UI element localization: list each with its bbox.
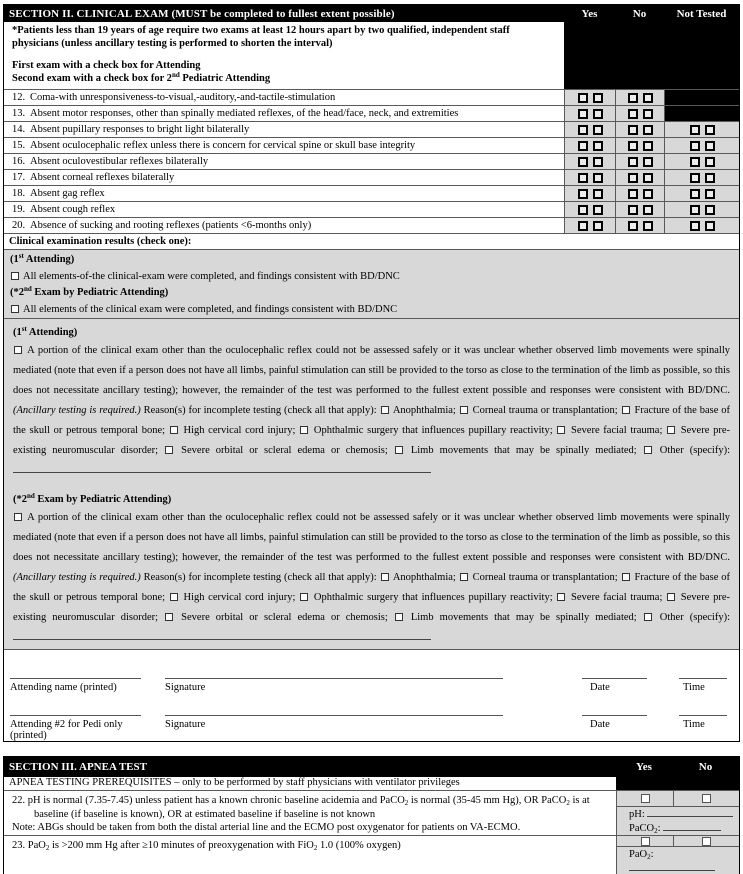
yes-cell <box>564 90 615 105</box>
no-cell <box>615 106 664 121</box>
first-attending-result-option: All elements-of-the clinical-exam were completed, and findings consistent with BD/DNC <box>10 269 733 286</box>
intro-paragraph-2: First exam with a check box for Attending <box>12 60 201 71</box>
date2-line[interactable] <box>582 706 647 716</box>
attending2-name-line[interactable] <box>10 706 141 716</box>
not-tested-cell <box>664 186 739 201</box>
section-2-clinical-exam <box>3 4 740 742</box>
nt-exam1-checkbox[interactable] <box>690 157 700 167</box>
yes-cell <box>564 170 615 185</box>
no-cell <box>615 202 664 217</box>
yes-cell <box>564 202 615 217</box>
checkbox[interactable] <box>460 573 468 581</box>
paco2-value-field: PaCO$_2$: <box>629 822 739 836</box>
checkbox[interactable] <box>170 426 178 434</box>
question-text: Coma-with unresponsiveness-to-visual,-auditory,-and-tactile-stimulation <box>30 92 336 103</box>
yes-exam1-checkbox[interactable] <box>578 109 588 119</box>
question-23-answer-column <box>616 836 739 874</box>
checkbox[interactable] <box>557 426 565 434</box>
no-checkbox[interactable] <box>702 837 711 846</box>
yes-exam1-checkbox[interactable] <box>578 205 588 215</box>
exam-row-13 <box>4 105 739 121</box>
question-23-checkbox-row <box>617 836 739 846</box>
question-text: Absent oculovestibular reflexes bilaterally <box>30 156 209 167</box>
yes-checkbox[interactable] <box>641 794 650 803</box>
column-header-no: No <box>632 7 647 20</box>
pao2-value-field: PaO$_2$: <box>629 848 739 874</box>
no-cell <box>615 154 664 169</box>
yes-exam1-checkbox[interactable] <box>578 93 588 103</box>
section-3-header <box>4 757 739 777</box>
question-number: 16. <box>12 156 26 167</box>
question-text: Absent oculocephalic reflex unless there is concern for cervical spine or skull base integrity <box>30 140 416 151</box>
no-exam1-checkbox[interactable] <box>628 221 638 231</box>
checkbox[interactable] <box>644 613 652 621</box>
column-header-no: No <box>698 761 713 773</box>
yes-exam2-checkbox[interactable] <box>593 125 603 135</box>
no-cell <box>615 122 664 137</box>
question-22-text-cell <box>4 791 616 835</box>
apnea-prerequisites-text: APNEA TESTING PREREQUISITES – only to be performed by staff physicians with ventilator privileges <box>4 777 616 790</box>
signature2-label: Signature <box>165 719 206 730</box>
yes-exam2-checkbox[interactable] <box>593 141 603 151</box>
question-text: Absence of sucking and rooting reflexes (patients <6-months only) <box>30 220 312 231</box>
no-cell <box>615 186 664 201</box>
no-cell <box>615 90 664 105</box>
signature2-line[interactable] <box>165 706 503 716</box>
checkbox[interactable] <box>165 446 173 454</box>
no-exam2-checkbox[interactable] <box>643 221 653 231</box>
yes-checkbox[interactable] <box>641 837 650 846</box>
no-exam1-checkbox[interactable] <box>628 205 638 215</box>
date2-label: Date <box>590 719 610 730</box>
checkbox[interactable] <box>395 446 403 454</box>
yes-exam2-checkbox[interactable] <box>593 173 603 183</box>
not-tested-cell <box>664 138 739 153</box>
checkbox[interactable] <box>14 346 22 354</box>
not-tested-cell <box>664 202 739 217</box>
no-exam1-checkbox[interactable] <box>628 93 638 103</box>
no-exam2-checkbox[interactable] <box>643 109 653 119</box>
blank-field[interactable] <box>13 470 431 473</box>
no-exam1-checkbox[interactable] <box>628 125 638 135</box>
paragraph-gap <box>13 481 730 491</box>
blank-field[interactable] <box>647 814 733 817</box>
no-checkbox[interactable] <box>702 794 711 803</box>
yes-cell <box>564 186 615 201</box>
ph-value-field: pH: <box>629 808 739 822</box>
yes-exam1-checkbox[interactable] <box>578 189 588 199</box>
nt-exam1-checkbox[interactable] <box>690 205 700 215</box>
yes-exam2-checkbox[interactable] <box>593 221 603 231</box>
nt-exam1-checkbox[interactable] <box>690 189 700 199</box>
date1-line[interactable] <box>582 669 647 679</box>
intro-black-fill <box>564 22 739 89</box>
checkbox[interactable] <box>395 613 403 621</box>
prereq-black-fill <box>616 777 739 790</box>
nt-exam2-checkbox[interactable] <box>705 173 715 183</box>
section-2-header <box>4 5 739 22</box>
not-tested-cell <box>664 218 739 233</box>
results-section-header: Clinical examination results (check one): <box>4 233 739 249</box>
yes-exam2-checkbox[interactable] <box>593 93 603 103</box>
not-tested-cell <box>664 170 739 185</box>
time1-field <box>679 669 727 693</box>
question-number: 19. <box>12 204 26 215</box>
apnea-prerequisites-row <box>4 777 739 790</box>
checkbox[interactable] <box>381 573 389 581</box>
nt-exam2-checkbox[interactable] <box>705 141 715 151</box>
column-header-yes: Yes <box>581 7 598 20</box>
no-cell <box>615 138 664 153</box>
checkbox[interactable] <box>165 613 173 621</box>
nt-exam2-checkbox[interactable] <box>705 205 715 215</box>
checkbox[interactable] <box>300 593 308 601</box>
date2-field <box>582 706 647 730</box>
yes-exam2-checkbox[interactable] <box>593 189 603 199</box>
question-23-text-cell <box>4 836 616 874</box>
intro-note <box>4 22 564 89</box>
exam-row-14 <box>4 121 739 137</box>
checkbox[interactable] <box>667 426 675 434</box>
no-exam2-checkbox[interactable] <box>643 205 653 215</box>
yes-exam2-checkbox[interactable] <box>593 157 603 167</box>
nt-exam2-checkbox[interactable] <box>705 157 715 167</box>
checkbox[interactable] <box>300 426 308 434</box>
attending-name-label: Attending name (printed) <box>10 682 117 693</box>
yes-exam1-checkbox[interactable] <box>578 125 588 135</box>
time2-field <box>679 706 727 730</box>
no-exam2-checkbox[interactable] <box>643 173 653 183</box>
question-text: Absent motor responses, other than spinally mediated reflexes, of the head/face, neck, and extremities <box>30 108 459 119</box>
yes-exam1-checkbox[interactable] <box>578 141 588 151</box>
yes-cell <box>564 218 615 233</box>
nt-exam1-checkbox[interactable] <box>690 221 700 231</box>
question-22-values-cell <box>617 806 739 835</box>
no-exam2-checkbox[interactable] <box>643 141 653 151</box>
question-22-checkbox-row <box>617 791 739 806</box>
not-tested-cell <box>664 122 739 137</box>
checkbox[interactable] <box>667 593 675 601</box>
no-exam1-checkbox[interactable] <box>628 109 638 119</box>
yes-exam1-checkbox[interactable] <box>578 221 588 231</box>
exam-row-16 <box>4 153 739 169</box>
section-3-title: SECTION III. APNEA TEST <box>9 761 147 773</box>
nt-exam2-checkbox[interactable] <box>705 125 715 135</box>
no-exam1-checkbox[interactable] <box>628 157 638 167</box>
intro-paragraph-3: Second exam with a check box for 2nd Pediatric Attending <box>12 70 271 84</box>
second-exam-heading: (*2nd Exam by Pediatric Attending) <box>10 285 169 298</box>
checkbox[interactable] <box>622 406 630 414</box>
yes-cell <box>617 836 673 846</box>
yes-cell <box>617 791 673 806</box>
yes-cell <box>564 138 615 153</box>
yes-cell <box>564 154 615 169</box>
signature2-field <box>165 706 503 730</box>
nt-exam2-checkbox[interactable] <box>705 189 715 199</box>
checkbox[interactable] <box>11 272 19 280</box>
checkbox[interactable] <box>381 406 389 414</box>
question-number: 17. <box>12 172 26 183</box>
yes-exam1-checkbox[interactable] <box>578 173 588 183</box>
apnea-row-22 <box>4 790 739 835</box>
date1-label: Date <box>590 682 610 693</box>
nt-exam1-checkbox[interactable] <box>690 141 700 151</box>
no-exam2-checkbox[interactable] <box>643 125 653 135</box>
checkbox[interactable] <box>557 593 565 601</box>
attending2-name-label: Attending #2 for Pedi only (printed) <box>10 719 123 741</box>
exam-row-20 <box>4 217 739 233</box>
question-number: 15. <box>12 140 26 151</box>
question-23-values-cell <box>617 846 739 874</box>
question-text: Absent corneal reflexes bilaterally <box>30 172 175 183</box>
second-exam-result-option: All elements of the clinical exam were completed, and findings consistent with BD/DNC <box>10 302 733 319</box>
no-exam1-checkbox[interactable] <box>628 189 638 199</box>
nt-exam1-checkbox[interactable] <box>690 173 700 183</box>
signature1-line[interactable] <box>165 669 503 679</box>
date1-field <box>582 669 647 693</box>
attending1-paragraph-heading: (1st Attending) <box>13 325 78 338</box>
question-number: 12. <box>12 92 26 103</box>
yes-exam2-checkbox[interactable] <box>593 109 603 119</box>
exam-row-15 <box>4 137 739 153</box>
checkbox[interactable] <box>644 446 652 454</box>
exam-row-19 <box>4 201 739 217</box>
question-text: Absent cough reflex <box>30 204 116 215</box>
no-cell <box>615 170 664 185</box>
section-3-apnea-test <box>3 756 740 874</box>
signature1-field <box>165 669 503 693</box>
time1-label: Time <box>683 682 705 693</box>
no-cell <box>615 218 664 233</box>
checkbox[interactable] <box>460 406 468 414</box>
attending2-name-field <box>10 706 141 741</box>
time2-label: Time <box>683 719 705 730</box>
not-tested-cell <box>664 154 739 169</box>
attending-name-line[interactable] <box>10 669 141 679</box>
column-header-yes: Yes <box>636 761 652 773</box>
time1-line[interactable] <box>679 669 727 679</box>
no-cell <box>673 791 739 806</box>
question-22-note: Note: ABGs should be taken from both the distal arterial line and the ECMO post oxygenator for patients on VA-ECMO. <box>12 822 521 833</box>
intro-paragraph-1: *Patients less than 19 years of age require two exams at least 12 hours apart by two qualified, independent staff physicians (unless ancillary testing is performed to shorten the interval) <box>12 25 510 49</box>
question-text: Absent pupillary responses to bright light bilaterally <box>30 124 250 135</box>
not-tested-cell-blocked <box>664 90 739 105</box>
apnea-row-23 <box>4 835 739 874</box>
no-exam1-checkbox[interactable] <box>628 173 638 183</box>
question-number: 14. <box>12 124 26 135</box>
column-header-not-tested: Not Tested <box>676 7 727 20</box>
question-number: 13. <box>12 108 26 119</box>
no-exam2-checkbox[interactable] <box>643 93 653 103</box>
intro-gap <box>12 50 556 60</box>
blank-field[interactable] <box>13 637 431 640</box>
nt-exam2-checkbox[interactable] <box>705 221 715 231</box>
attending2-paragraph: A portion of the clinical exam other than the oculocephalic reflex could not be assessed safely or it was unclear whether observed limb movements were spinally mediated (note that even if a person does not have all limbs, painful stimulation can still be provided to the torso as close to the termination of the limb as possible, so this does not necessitate ancillary testing); however, the remainder of the test was performed to the fullest extent possible and responses were consistent with BD/DNC. (Ancillary testing is required.) Reason(s) for incomplete testing (check all that apply): Anophthalmia; Corneal trauma or transplantation; Fracture of the base of the skull or petrous temporal bone; High cervical cord injury; Ophthalmic surgery that influences pupillary reactivity; Severe facial trauma; Severe pre-existing neuromuscular disorder; Severe orbital or scleral edema or chemosis; Limb movements that may be spinally mediated; Other (specify): <box>13 508 730 648</box>
not-tested-cell-blocked <box>664 106 739 121</box>
yes-cell <box>564 106 615 121</box>
first-attending-heading: (1st Attending) <box>10 252 75 265</box>
blank-field[interactable] <box>629 868 715 871</box>
yes-exam2-checkbox[interactable] <box>593 205 603 215</box>
time2-line[interactable] <box>679 706 727 716</box>
section-2-title: SECTION II. CLINICAL EXAM (MUST be completed to fullest extent possible) <box>9 7 395 20</box>
attending-name-field <box>10 669 141 693</box>
question-text: Absent gag reflex <box>30 188 105 199</box>
checkbox[interactable] <box>14 513 22 521</box>
checkbox[interactable] <box>622 573 630 581</box>
exam-row-12 <box>4 89 739 105</box>
attending2-paragraph-heading: (*2nd Exam by Pediatric Attending) <box>13 492 172 505</box>
question-22-answer-column <box>616 791 739 835</box>
exam-row-18 <box>4 185 739 201</box>
exam-row-17 <box>4 169 739 185</box>
no-exam2-checkbox[interactable] <box>643 157 653 167</box>
no-cell <box>673 836 739 846</box>
question-22-text: 22. pH is normal (7.35-7.45) unless patient has a known chronic baseline acidemia and PaCO$_2$ is normal (35-45 mm Hg), OR PaCO$_2$ is at baseline (if baseline is known), OR at estimated baseline if baseline is not known <box>12 795 590 820</box>
question-23-text: 23. PaO$_2$ is >200 mm Hg after ≥10 minutes of preoxygenation with FiO$_2$ 1.0 (100% oxygen) <box>12 840 401 852</box>
no-exam2-checkbox[interactable] <box>643 189 653 199</box>
attending1-paragraph: A portion of the clinical exam other than the oculocephalic reflex could not be assessed safely or it was unclear whether observed limb movements were spinally mediated (note that even if a person does not have all limbs, painful stimulation can still be provided to the torso as close to the termination of the limb as possible, so this does not necessitate ancillary testing); however, the remainder of the test was performed to the fullest extent possible and responses were consistent with BD/DNC. (Ancillary testing is required.) Reason(s) for incomplete testing (check all that apply): Anophthalmia; Corneal trauma or transplantation; Fracture of the base of the skull or petrous temporal bone; High cervical cord injury; Ophthalmic surgery that influences pupillary reactivity; Severe facial trauma; Severe pre-existing neuromuscular disorder; Severe orbital or scleral edema or chemosis; Limb movements that may be spinally mediated; Other (specify): <box>13 341 730 481</box>
question-number: 20. <box>12 220 26 231</box>
signature1-label: Signature <box>165 682 206 693</box>
checkbox[interactable] <box>11 305 19 313</box>
no-exam1-checkbox[interactable] <box>628 141 638 151</box>
question-number: 18. <box>12 188 26 199</box>
intro-row <box>4 22 739 89</box>
nt-exam1-checkbox[interactable] <box>690 125 700 135</box>
yes-exam1-checkbox[interactable] <box>578 157 588 167</box>
signature-block <box>4 649 739 741</box>
incomplete-exam-block <box>4 318 739 649</box>
checkbox[interactable] <box>170 593 178 601</box>
blank-field[interactable] <box>663 828 721 831</box>
yes-cell <box>564 122 615 137</box>
results-check-one-block <box>4 249 739 318</box>
